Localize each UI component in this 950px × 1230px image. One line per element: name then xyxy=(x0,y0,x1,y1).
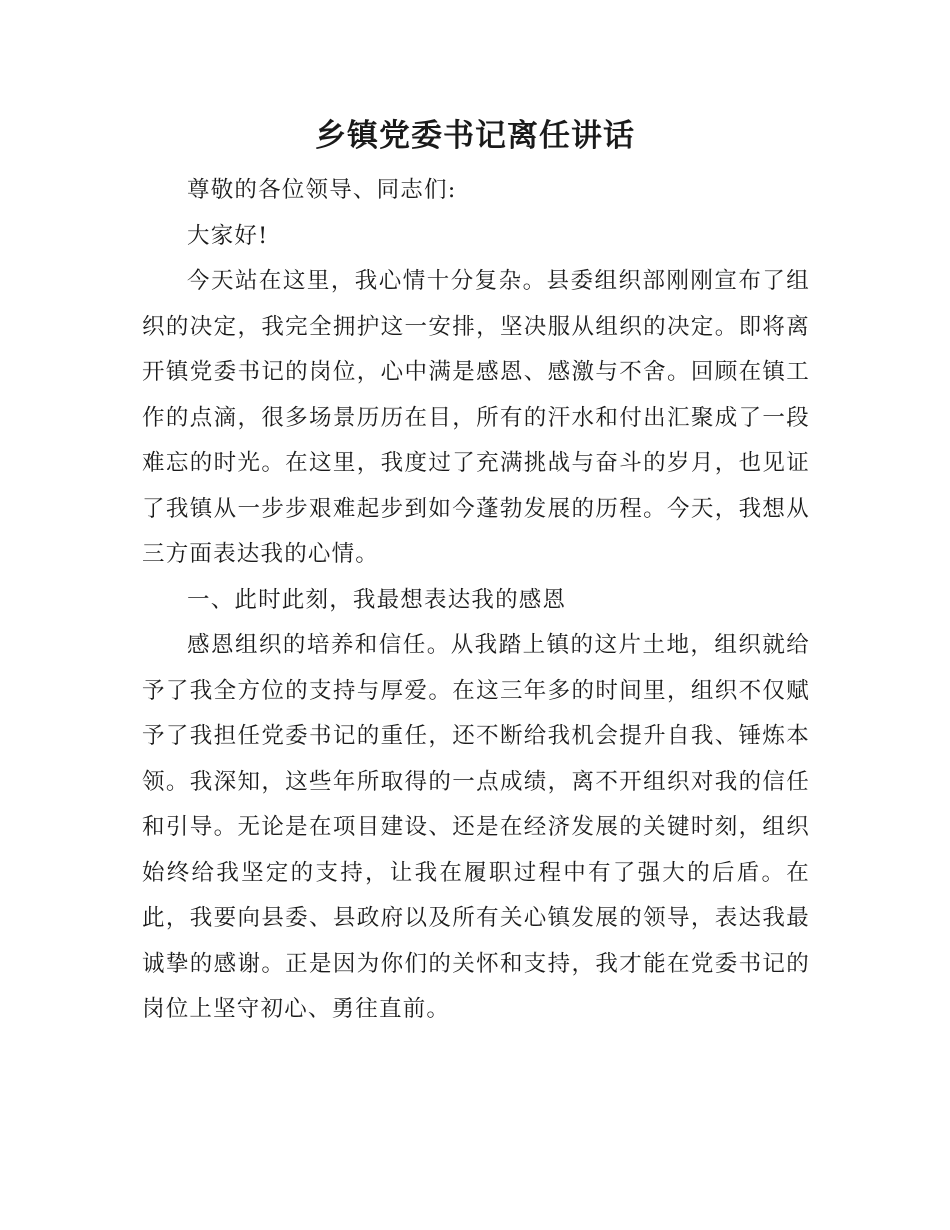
greeting: 大家好! xyxy=(187,222,269,249)
section-heading-1: 一、此时此刻，我最想表达我的感恩 xyxy=(187,586,567,613)
intro-paragraph: 今天站在这里，我心情十分复杂。县委组织部刚刚宣布了组织的决定，我完全拥护这一安排，坚决服从组织的决定。即将离开镇党委书记的岗位，心中满是感恩、感激与不舍。回顾在镇工作的点滴，很多场景历历在目，所有的汗水和付出汇聚成了一段难忘的时光。在这里，我度过了充满挑战与奋斗的岁月，也见证了我镇从一步步艰难起步到如今蓬勃发展的历程。今天，我想从三方面表达我的心情。 xyxy=(142,268,810,567)
salutation: 尊敬的各位领导、同志们: xyxy=(187,177,457,203)
document-title: 乡镇党委书记离任讲话 xyxy=(315,118,635,154)
section-1-paragraph: 感恩组织的培养和信任。从我踏上镇的这片土地，组织就给予了我全方位的支持与厚爱。在这三年多的时间里，组织不仅赋予了我担任党委书记的重任，还不断给我机会提升自我、锤炼本领。我深知，这些年所取得的一点成绩，离不开组织对我的信任和引导。无论是在项目建设、还是在经济发展的关键时刻，组织始终给我坚定的支持，让我在履职过程中有了强大的后盾。在此，我要向县委、县政府以及所有关心镇发展的领导，表达我最诚挚的感谢。正是因为你们的关怀和支持，我才能在党委书记的岗位上坚守初心、勇往直前。 xyxy=(142,632,810,1022)
document-body xyxy=(142,168,810,1033)
